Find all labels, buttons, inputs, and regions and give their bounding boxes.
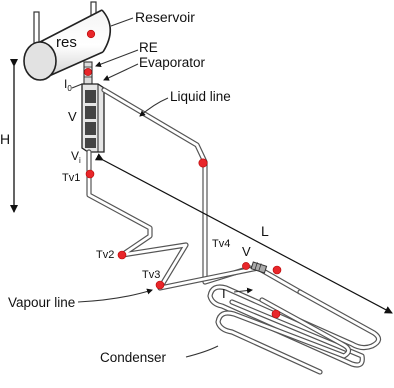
l-label: L <box>261 223 269 239</box>
tv4-label: Tv4 <box>212 238 231 250</box>
evaporator-label: Evaporator <box>139 55 206 70</box>
evaporator-leader <box>104 64 138 80</box>
tv1-label: Tv1 <box>62 172 81 184</box>
vapour-line-label: Vapour line <box>8 295 76 310</box>
tv2-label: Tv2 <box>96 249 115 261</box>
vapour-line-pipe <box>89 152 300 292</box>
i0-label: $I_0$ <box>64 77 72 93</box>
tv2-sensor <box>118 251 126 259</box>
evaporator <box>82 84 104 152</box>
condenser-current-label: I <box>222 286 226 301</box>
re-sensor <box>84 68 91 75</box>
tv3-sensor <box>156 281 164 289</box>
reservoir-label: Reservoir <box>135 9 195 25</box>
re-label: RE <box>139 40 158 55</box>
vi-label: $V_i$ <box>71 149 81 165</box>
reservoir-sensor <box>87 30 95 38</box>
reservoir-leader <box>111 18 133 26</box>
condenser-label: Condenser <box>100 350 167 365</box>
res-label: res <box>56 34 77 51</box>
tv3-label: Tv3 <box>142 269 161 281</box>
condenser-coil <box>210 287 379 372</box>
tv1-sensor <box>86 170 94 178</box>
liquid-line-sensor <box>199 159 207 167</box>
condenser-leader <box>186 346 218 357</box>
liquid-line-label: Liquid line <box>170 89 231 104</box>
tv4-sensor <box>242 262 249 269</box>
i0-leader <box>72 84 82 88</box>
vapour-line-leader <box>78 290 152 302</box>
condenser-inlet-sensor <box>273 266 281 274</box>
condenser-voltage-label: V <box>242 244 251 259</box>
h-label: H <box>0 131 11 147</box>
evaporator-voltage-label: V <box>68 109 77 124</box>
condenser-sensor <box>272 310 280 318</box>
